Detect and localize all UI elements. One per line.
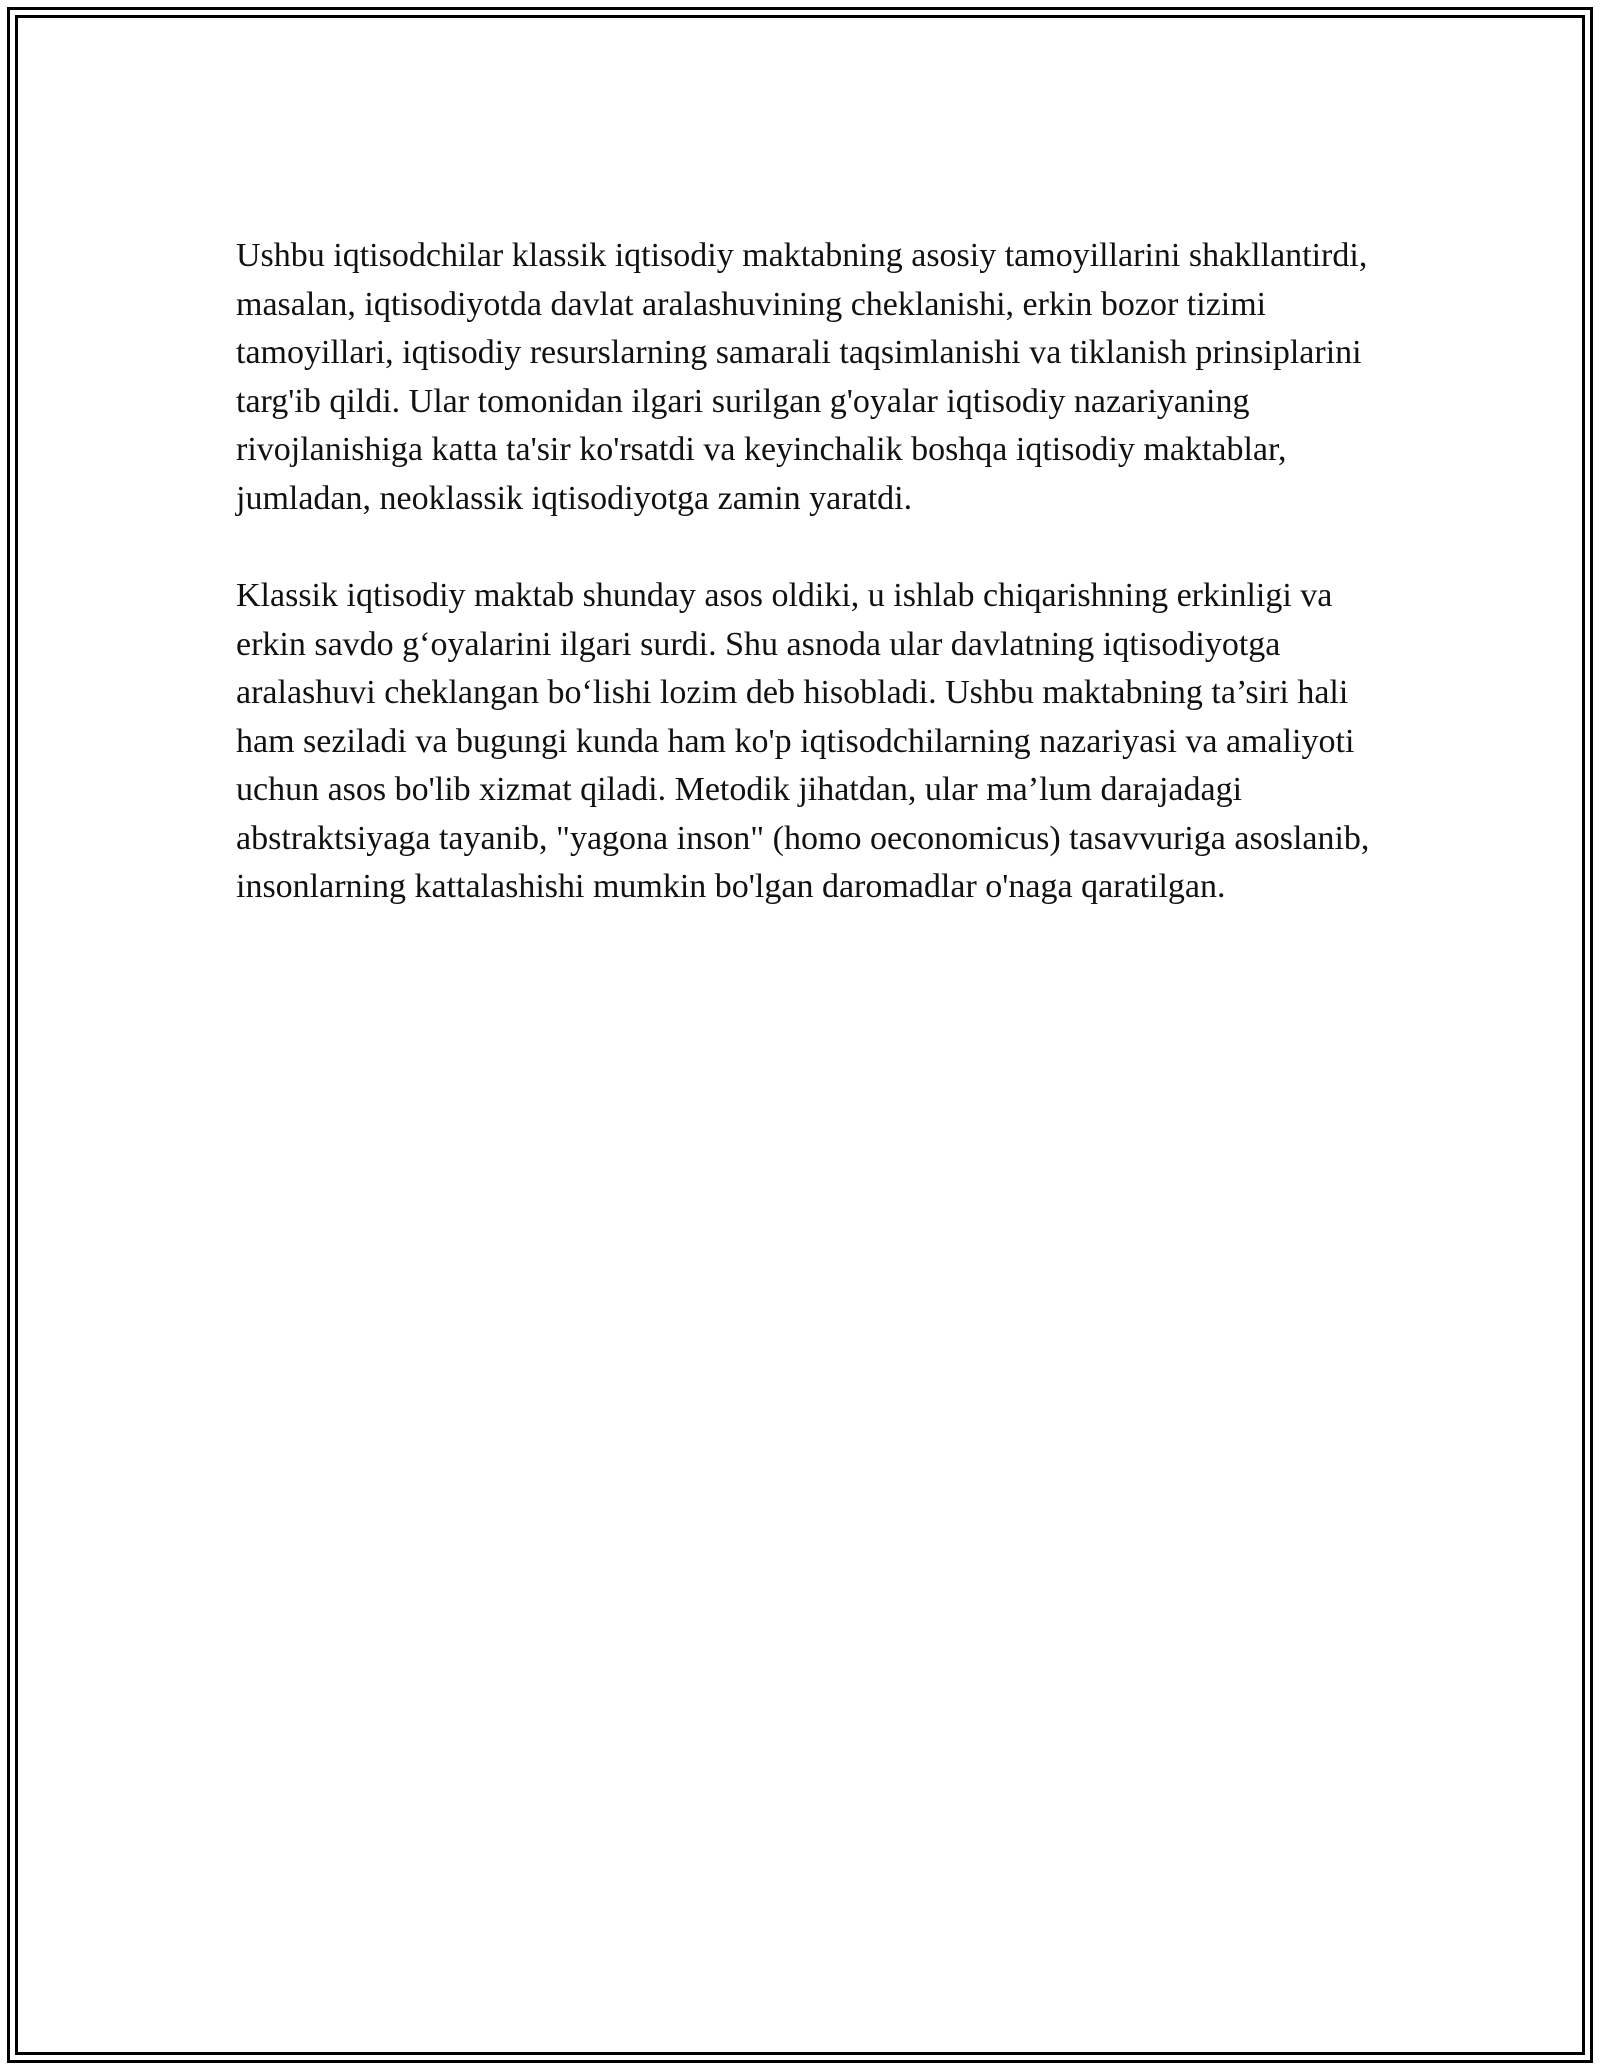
paragraph-1: Ushbu iqtisodchilar klassik iqtisodiy maktabning asosiy tamoyillarini shakllantirdi, masalan, iqtisodiyotda davlat aralashuvining cheklanishi, erkin bozor tizimi tamoyillari, iqtisodiy resurslarning samarali taqsimlanishi va tiklanish prinsiplarini targ'ib qildi. Ular tomonidan ilgari surilgan g'oyalar iqtisodiy nazariyaning rivojlanishiga katta ta'sir ko'rsatdi va keyinchalik boshqa iqtisodiy maktablar, jumladan, neoklassik iqtisodiyotga zamin yaratdi. — [236, 237, 1368, 517]
document-body — [236, 232, 1376, 912]
paragraph-2: Klassik iqtisodiy maktab shunday asos oldiki, u ishlab chiqarishning erkinligi va erkin savdo g‘oyalarini ilgari surdi. Shu asnoda ular davlatning iqtisodiyotga aralashuvi cheklangan bo‘lishi lozim deb hisobladi. Ushbu maktabning ta’siri hali ham seziladi va bugungi kunda ham ko'p iqtisodchilarning nazariyasi va amaliyoti uchun asos bo'lib xizmat qiladi. Metodik jihatdan, ular ma’lum darajadagi abstraktsiyaga tayanib, "yagona inson" (homo oeconomicus) tasavvuriga asoslanib, insonlarning kattalashishi mumkin bo'lgan daromadlar o'naga qaratilgan. — [236, 577, 1370, 905]
